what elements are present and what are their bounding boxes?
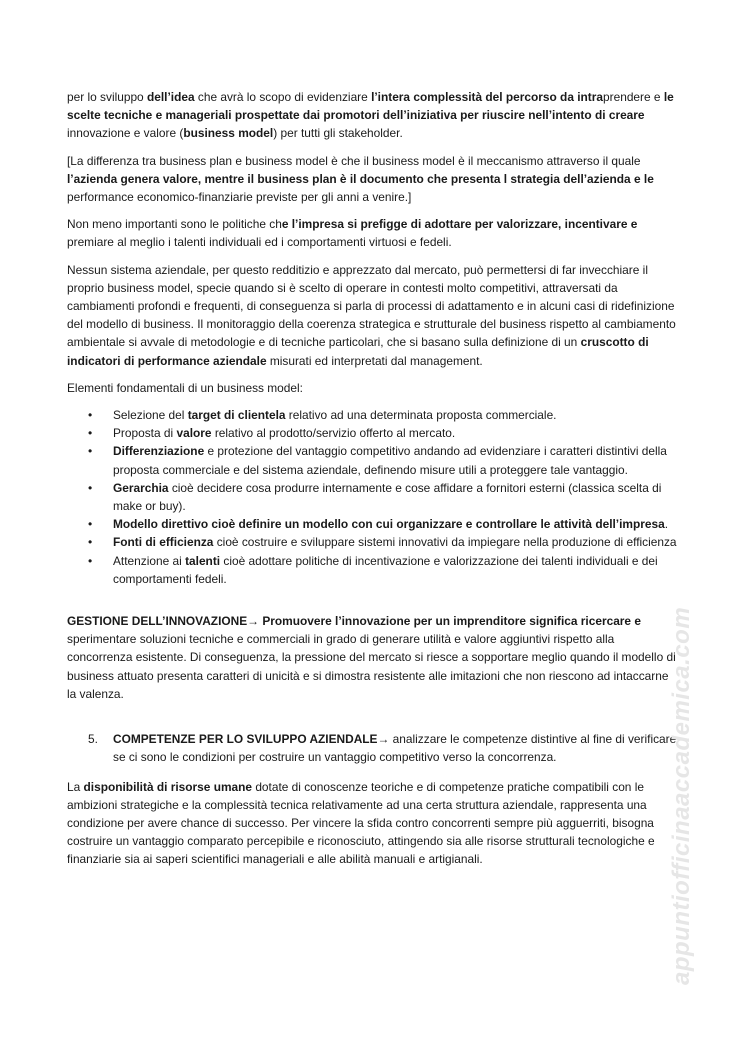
- section-number: 5.: [88, 732, 98, 747]
- text-run: Attenzione ai: [113, 553, 186, 568]
- text-run: relativo al prodotto/servizio offerto al mercato.: [211, 426, 456, 441]
- bold-run: e l’impresa si prefigge di adottare per valorizzare, incentivare e: [281, 217, 638, 232]
- paragraph-policies: [67, 215, 679, 251]
- paragraph-business-plan-purpose: [67, 88, 679, 143]
- bold-run: target di clientela: [187, 408, 286, 423]
- text-run: sperimentare soluzioni tecniche e commerciali in grado di generare utilità e valore aggiuntivi rispetto alla concorrenza esistente. Di conseguenza, la pressione del mercato si riesce a sopportare meglio quando il modello di business attuato presenta caratteri di unicità e si dimostra resistente alle imitazioni che non riescono ad intaccarne la valenza.: [67, 632, 676, 701]
- list-item: [67, 515, 679, 533]
- text-run: [La differenza tra business plan e business model è che il business model è il meccanismo attraverso il quale: [67, 153, 641, 168]
- list-item: [67, 442, 679, 478]
- bold-run: Promuovere l’innovazione per un imprenditore significa ricercare e: [259, 614, 641, 629]
- text-run: Nessun sistema aziendale, per questo redditizio e apprezzato dal mercato, può permettersi di far invecchiare il proprio business model, specie quando si è scelto di operare in contesti molto competitivi, attraversati da cambiamenti profondi e frequenti, di conseguenza si parla di processi di adattamento e in alcuni casi di ridefinizione del modello di business. Il monitoraggio della coerenza strategica e strutturale del business rispetto al cambiamento ambientale si avvale di metodologie e di tecniche particolari, che si basano sulla definizione di un: [67, 262, 676, 350]
- text-run: cioè adottare politiche di incentivazione e valorizzazione dei talenti individuali e dei comportamenti fedeli.: [113, 553, 658, 586]
- document-page: [67, 88, 679, 878]
- text-run: per lo sviluppo: [67, 90, 147, 104]
- list-item: [67, 424, 679, 442]
- section-5-item: [67, 730, 679, 766]
- bold-run: Gerarchia: [113, 480, 169, 495]
- text-run: analizzare le competenze distintive al fine di verificare se ci sono le condizioni per costruire un vantaggio competitivo verso la concorrenza.: [113, 732, 677, 765]
- bold-run: l’intera complessità del percorso da intra: [371, 90, 604, 104]
- text-run: dotate di conoscenze teoriche e di competenze pratiche compatibili con le ambizioni strategiche e la complessità tecnica relativamente ad una certa struttura aziendale, rappresenta una condizione per avere chance di successo. Per vincere la sfida contro concorrenti sempre più agguerriti, bisogna costruire un vantaggio comparato percepibile e riconosciuto, attingendo sia alle risorse strutturali tecnologiche e finanziarie sia ai saperi scientifici manageriali e alle abilità manuali e artigianali.: [67, 779, 655, 867]
- paragraph-human-resources: [67, 778, 679, 869]
- list-item: [67, 552, 679, 588]
- list-item: [67, 406, 679, 424]
- bold-run: disponibilità di risorse umane: [83, 779, 253, 794]
- arrow-icon: →: [247, 614, 260, 629]
- bold-run: cruscotto di indicatori di performance aziendale: [67, 335, 649, 368]
- list-intro: Elementi fondamentali di un business model:: [67, 380, 303, 395]
- paragraph-plan-vs-model: [67, 152, 679, 207]
- text-run: performance economico-finanziarie previste per gli anni a venire.]: [67, 190, 412, 205]
- bold-run: Differenziazione: [113, 444, 205, 459]
- text-run: Proposta di: [113, 426, 177, 441]
- text-run: relativo ad una determinata proposta commerciale.: [285, 408, 557, 423]
- list-item: [67, 533, 679, 551]
- watermark: appuntiofficinaaccademica.com: [668, 606, 695, 985]
- list-item: [67, 479, 679, 515]
- section-5-heading: COMPETENZE PER LO SVILUPPO AZIENDALE: [113, 732, 378, 747]
- arrow-icon: →: [377, 732, 390, 747]
- innovation-heading: GESTIONE DELL’INNOVAZIONE: [67, 614, 248, 629]
- text-run: misurati ed interpretati dal management.: [266, 353, 483, 368]
- bold-run: talenti: [185, 553, 221, 568]
- bold-run: l’azienda genera valore, mentre il business plan è il documento che presenta l strategia dell’azienda e le: [67, 171, 654, 186]
- text-run: La: [67, 779, 84, 794]
- text-run: che avrà lo scopo di evidenziare: [194, 90, 372, 104]
- bold-run: valore: [176, 426, 212, 441]
- text-run: innovazione e valore (: [67, 126, 184, 141]
- innovation-section: [67, 612, 679, 703]
- text-run: cioè costruire e sviluppare sistemi innovativi da impiegare nella produzione di efficienza: [213, 535, 677, 550]
- text-run: Selezione del: [113, 408, 188, 423]
- text-run: prendere e: [603, 90, 664, 104]
- text-run: .: [664, 517, 669, 532]
- bold-run: le scelte tecniche e manageriali prospettate dai promotori dell’iniziativa per riuscire nell’intento di creare: [67, 90, 674, 123]
- bold-run: business model: [183, 126, 274, 141]
- business-model-elements-list: [67, 406, 679, 588]
- bold-run: Fonti di efficienza: [113, 535, 214, 550]
- text-run: premiare al meglio i talenti individuali ed i comportamenti virtuosi e fedeli.: [67, 235, 452, 250]
- text-run: Non meno importanti sono le politiche ch: [67, 217, 282, 232]
- paragraph-adaptation: [67, 261, 679, 370]
- text-run: cioè decidere cosa produrre internamente e cose affidare a fornitori esterni (classica scelta di make or buy).: [113, 480, 662, 514]
- text-run: e protezione del vantaggio competitivo andando ad evidenziare i caratteri distintivi della proposta commerciale e del sistema aziendale, definendo misure utili a proteggere tale vantaggio.: [113, 444, 667, 477]
- bold-run: Modello direttivo cioè definire un modello con cui organizzare e controllare le attività dell’impresa: [113, 517, 665, 532]
- text-run: ) per tutti gli stakeholder.: [273, 126, 403, 141]
- bold-run: dell’idea: [146, 90, 195, 104]
